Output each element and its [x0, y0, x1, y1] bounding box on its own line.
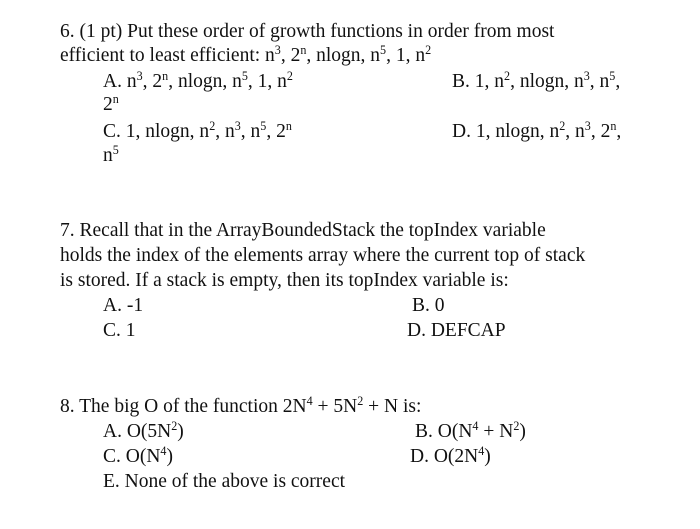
text-segment: , n — [565, 121, 585, 142]
text-segment: , — [616, 121, 622, 142]
superscript: 3 — [136, 69, 143, 84]
text-segment: , nlogn, n — [306, 45, 381, 66]
superscript: 4 — [478, 444, 485, 459]
q7-option-b — [412, 296, 445, 316]
text-segment: A. n — [103, 71, 137, 92]
text-segment: 8. The big O of the function 2N — [60, 396, 307, 417]
text-segment: , n — [215, 121, 235, 142]
text-segment: E. None of the above is correct — [103, 471, 346, 492]
text-segment: , 2 — [142, 71, 163, 92]
q7-stem-line-1 — [60, 221, 546, 241]
q8-option-c — [103, 444, 173, 467]
text-segment: A. -1 — [103, 295, 144, 316]
superscript: 2 — [559, 119, 566, 134]
text-segment: A. O(5N — [103, 421, 172, 442]
q8-option-d — [410, 444, 491, 467]
q7-option-a — [103, 296, 143, 316]
text-segment: 6. (1 pt) Put these order of growth functions in order from most — [60, 21, 555, 42]
text-segment: n — [103, 145, 113, 166]
text-segment: C. 1 — [103, 320, 136, 341]
text-segment: , n — [240, 121, 261, 142]
text-segment: D. O(2N — [410, 446, 479, 467]
superscript: 2 — [504, 69, 511, 84]
q8-option-e — [103, 472, 345, 492]
superscript: 2 — [171, 419, 178, 434]
superscript: 2 — [357, 394, 364, 409]
text-segment: , 2 — [280, 45, 301, 66]
q6-option-c — [103, 119, 292, 142]
superscript: n — [300, 43, 307, 58]
q7-stem-line-2 — [60, 246, 585, 266]
text-segment: ) — [484, 446, 491, 467]
superscript: 3 — [583, 69, 590, 84]
text-segment: C. 1, nlogn, n — [103, 121, 210, 142]
q6-stem-line-2 — [60, 43, 432, 66]
superscript: 3 — [274, 43, 281, 58]
text-segment: 7. Recall that in the ArrayBoundedStack the topIndex variable — [60, 220, 546, 241]
text-segment: , 1, n — [386, 45, 426, 66]
superscript: 4 — [306, 394, 313, 409]
superscript: 5 — [609, 69, 616, 84]
text-segment: ) — [177, 421, 184, 442]
q6-option-d-wrap — [103, 143, 119, 166]
superscript: n — [610, 119, 617, 134]
q6-option-b — [452, 69, 621, 92]
superscript: 2 — [209, 119, 216, 134]
text-segment: is stored. If a stack is empty, then its topIndex variable is: — [60, 270, 509, 291]
text-segment: , 1, n — [247, 71, 287, 92]
text-segment: + N — [478, 421, 514, 442]
q6-stem-line-1 — [60, 22, 554, 42]
q8-option-b — [415, 419, 526, 442]
q7-option-d — [407, 321, 506, 341]
text-segment: C. O(N — [103, 446, 161, 467]
q7-stem-line-3 — [60, 271, 509, 291]
text-segment: + 5N — [312, 396, 358, 417]
text-segment: holds the index of the elements array where the current top of stack — [60, 245, 586, 266]
text-segment: B. O(N — [415, 421, 473, 442]
q8-option-a — [103, 419, 184, 442]
text-segment: B. 1, n — [452, 71, 505, 92]
superscript: n — [162, 69, 169, 84]
text-segment: , 2 — [266, 121, 286, 142]
text-segment: , — [615, 71, 621, 92]
q6-option-b-wrap — [103, 92, 119, 115]
superscript: 2 — [425, 43, 432, 58]
q6-option-d — [452, 119, 622, 142]
text-segment: , n — [589, 71, 610, 92]
superscript: 3 — [584, 119, 591, 134]
superscript: 5 — [112, 143, 119, 158]
superscript: 5 — [241, 69, 248, 84]
superscript: 3 — [234, 119, 241, 134]
superscript: 2 — [513, 419, 520, 434]
text-segment: , nlogn, n — [168, 71, 242, 92]
text-segment: 2 — [103, 94, 113, 115]
text-segment: D. DEFCAP — [407, 320, 506, 341]
text-segment: + N is: — [363, 396, 422, 417]
text-segment: , nlogn, n — [510, 71, 584, 92]
superscript: 4 — [160, 444, 167, 459]
superscript: 2 — [286, 69, 293, 84]
q6-option-a — [103, 69, 293, 92]
text-segment: efficient to least efficient: n — [60, 45, 275, 66]
text-segment: D. 1, nlogn, n — [452, 121, 560, 142]
superscript: n — [112, 92, 119, 107]
q7-option-c — [103, 321, 136, 341]
text-segment: ) — [519, 421, 526, 442]
text-segment: ) — [166, 446, 173, 467]
text-segment: B. 0 — [412, 295, 445, 316]
superscript: n — [285, 119, 292, 134]
text-segment: , 2 — [590, 121, 611, 142]
superscript: 5 — [380, 43, 387, 58]
superscript: 4 — [472, 419, 479, 434]
q8-stem — [60, 394, 422, 417]
superscript: 5 — [260, 119, 267, 134]
